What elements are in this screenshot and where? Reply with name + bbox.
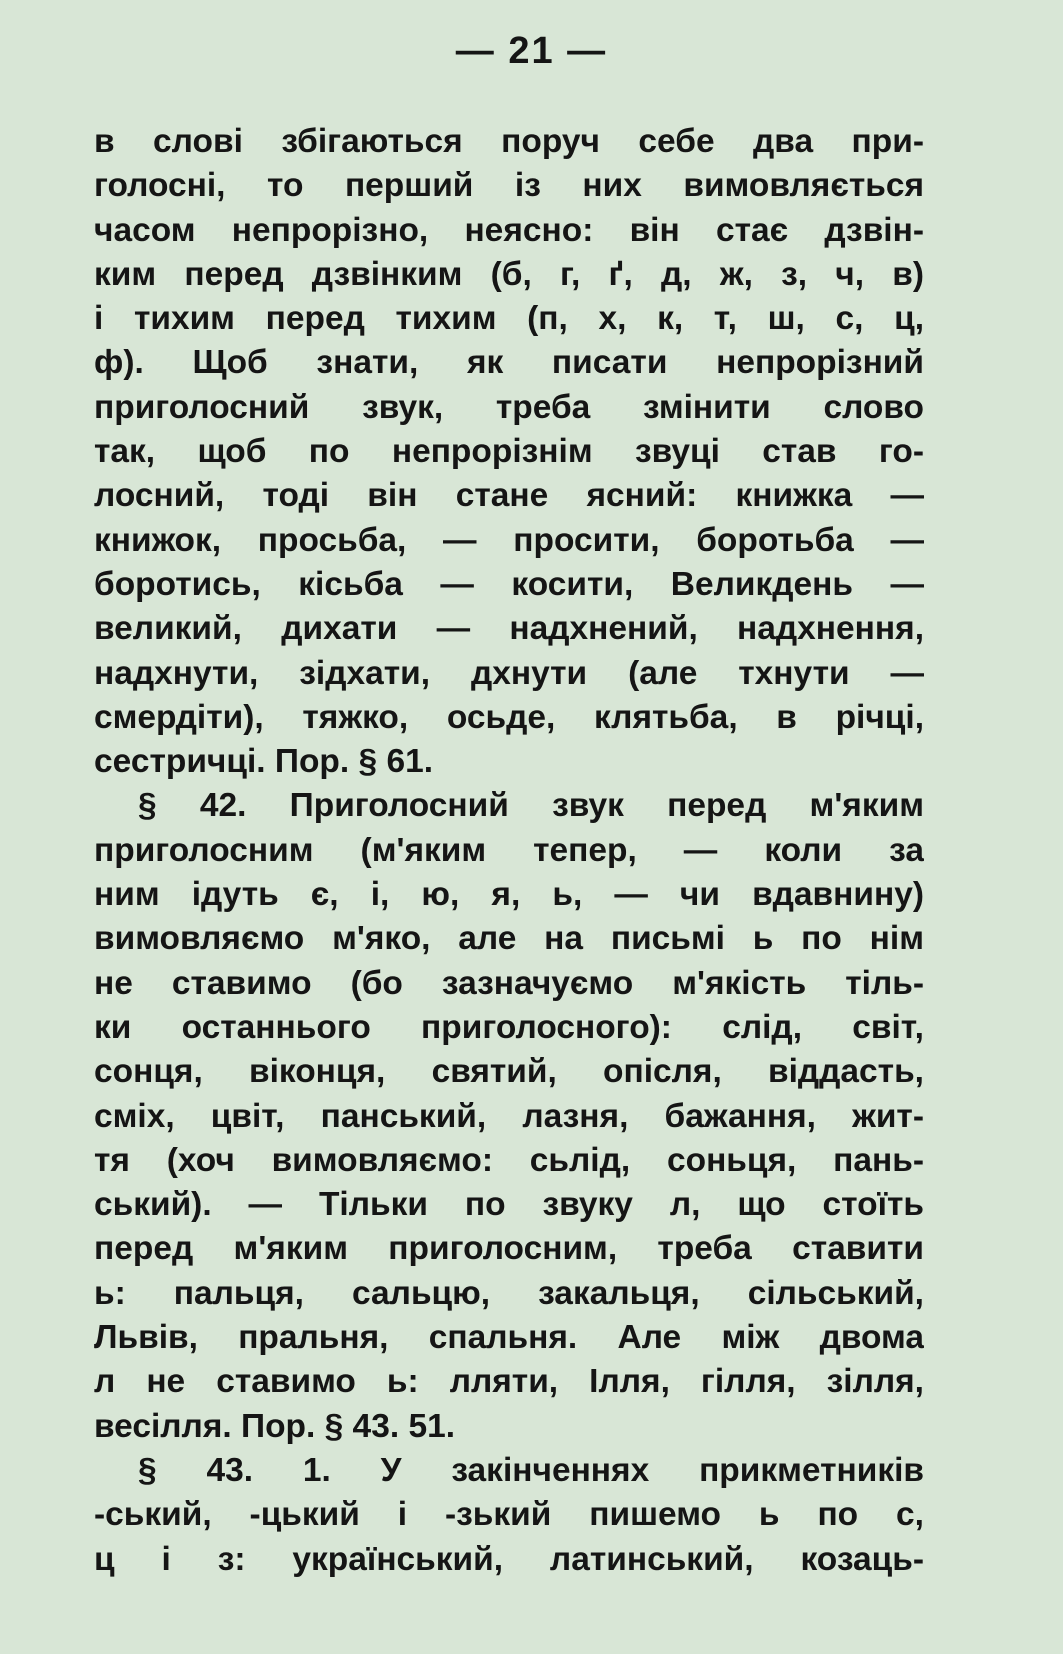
text-line: надхнути, зідхати, дхнути (але тхнути — <box>94 654 924 692</box>
text-line: сонця, віконця, святий, опісля, віддасть, <box>94 1053 924 1091</box>
text-line: ким перед дзвінким (б, г, ґ, д, ж, з, ч, в) <box>94 255 924 293</box>
text-line: в слові збігаються поруч себе два при- <box>94 123 924 160</box>
text-line: вимовляємо м'яко, але на письмі ь по нім <box>94 920 924 958</box>
page-number: — 21 — <box>455 30 608 72</box>
text-line: ки останнього приголосного): слід, світ, <box>94 1008 924 1046</box>
text-line: л не ставимо ь: лляти, Ілля, гілля, зілля, <box>94 1363 924 1401</box>
text-line: ь: пальця, сальцю, закальця, сільський, <box>94 1274 924 1312</box>
paragraph-end-line: весілля. Пор. § 43. 51. <box>94 1407 456 1445</box>
text-line: ський). — Тільки по звуку л, що стоїть <box>94 1186 924 1224</box>
text-line: приголосним (м'яким тепер, — коли за <box>94 831 924 869</box>
text-line: тя (хоч вимовляємо: сьлід, соньця, пань- <box>94 1141 924 1179</box>
text-line: лосний, тоді він стане ясний: книжка — <box>94 477 924 515</box>
text-line: так, щоб по непрорізнім звуці став го- <box>94 433 924 471</box>
text-line: книжок, просьба, — просити, боротьба — <box>94 521 924 559</box>
text-line: боротись, кісьба — косити, Великдень — <box>94 565 924 603</box>
text-line: голосні, то перший із них вимовляється <box>94 167 924 205</box>
text-line: сміх, цвіт, панський, лазня, бажання, жит- <box>94 1097 924 1135</box>
text-line: часом непрорізно, неясно: він стає дзвін- <box>94 211 924 249</box>
section-43-heading-line: § 43. 1. У закінченнях прикметників <box>138 1451 924 1489</box>
text-line: перед м'яким приголосним, треба ставити <box>94 1230 924 1268</box>
text-line: ним ідуть є, і, ю, я, ь, — чи вдавнину) <box>94 876 924 914</box>
text-line: ц і з: український, латинський, козаць- <box>94 1540 924 1578</box>
text-line: Львів, пральня, спальня. Але між двома <box>94 1319 924 1357</box>
text-line: -ський, -цький і -зький пишемо ь по с, <box>94 1496 924 1534</box>
text-line: і тихим перед тихим (п, х, к, т, ш, с, ц, <box>94 300 924 338</box>
text-line: смердіти), тяжко, осьде, клятьба, в річці, <box>94 698 924 736</box>
text-line: ф). Щоб знати, як писати непрорізний <box>94 344 924 382</box>
section-42-heading-line: § 42. Приголосний звук перед м'яким <box>138 787 924 825</box>
paragraph-end-line: сестричці. Пор. § 61. <box>94 743 434 781</box>
text-line: не ставимо (бо зазначуємо м'якість тіль- <box>94 964 924 1002</box>
text-line: великий, дихати — надхнений, надхнення, <box>94 610 924 648</box>
page-text <box>94 120 924 1582</box>
text-line: приголосний звук, треба змінити слово <box>94 388 924 426</box>
